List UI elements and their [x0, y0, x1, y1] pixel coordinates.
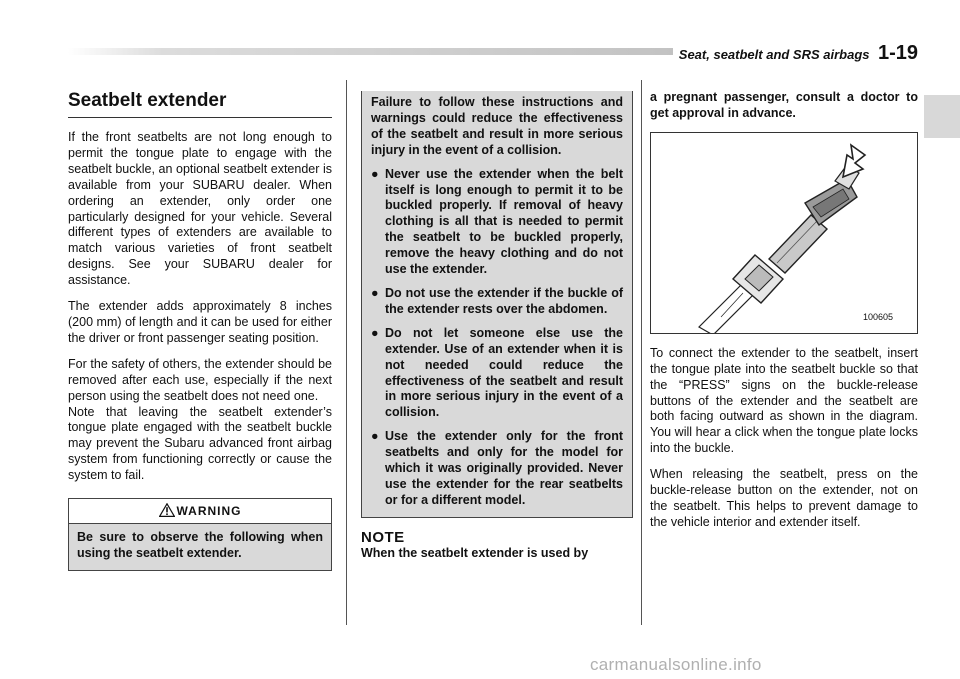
bullet-text: Never use the extender when the belt itself is long enough to permit it to be buckled properly. If removal of heavy clothing is all that is needed to permit the seatbelt to be buckled properly, remove the heavy clothing and do not use the extender.: [385, 166, 623, 277]
seatbelt-extender-illustration: [650, 132, 918, 334]
page-number: 1-19: [877, 42, 918, 64]
paragraph: Note that leaving the seatbelt extender’s tongue plate engaged with the seatbelt buckle may prevent the Subaru advanced front airbag system from functioning correctly or cause the system to fail.: [68, 404, 332, 483]
paragraph: When releasing the seatbelt, press on the buckle-release button on the extender, not on the seatbelt. This helps to prevent damage to the vehicle interior and extender itself.: [650, 467, 918, 529]
figure-code: 100605: [862, 311, 893, 322]
bullet-text: Do not let someone else use the extender. Use of an extender when it is not needed could reduce the effectiveness of the seatbelt and result in more serious injury in the event of a collision.: [385, 325, 623, 420]
note-title: NOTE: [361, 528, 405, 546]
warning-bullet: [371, 286, 623, 318]
column-divider-2: [641, 80, 642, 625]
warning-heading-text: WARNING: [176, 504, 242, 519]
note-continued: a pregnant passenger, consult a doctor to get approval in advance.: [650, 90, 918, 120]
warning-heading: [69, 499, 331, 524]
bullet-icon: ●: [371, 285, 379, 300]
warning-continued-box: [361, 91, 633, 518]
warning-body: Be sure to observe the following when using the seatbelt extender.: [69, 524, 331, 570]
warning-bullet: [371, 167, 623, 278]
paragraph: To connect the extender to the seatbelt, insert the tongue plate into the seatbelt buckle so that the “PRESS” signs on the buckle-release buttons of the extender and the seatbelt are both facing outward as shown in the diagram. You will hear a click when the tongue plate locks into the buckle.: [650, 345, 918, 456]
column-divider-1: [346, 80, 347, 625]
warning-bullet: [371, 429, 623, 509]
section-title: Seatbelt extender: [68, 90, 332, 118]
running-header: [673, 42, 918, 65]
warning-triangle-icon: [159, 503, 175, 517]
paragraph: For the safety of others, the extender should be removed after each use, especially if the next person using the seatbelt does not need one.: [68, 356, 332, 403]
paragraph: The extender adds approximately 8 inches (200 mm) of length and it can be used for either the driver or front passenger seating position.: [68, 299, 332, 345]
warning-box: [68, 498, 332, 571]
watermark: carmanualsonline.info: [590, 655, 762, 674]
note-text: When the seatbelt extender is used by: [361, 545, 589, 560]
bullet-icon: ●: [371, 325, 379, 340]
header-section-title: Seat, seatbelt and SRS airbags: [678, 47, 870, 62]
column-3: [650, 90, 918, 541]
bullet-text: Do not use the extender if the buckle of the extender rests over the abdomen.: [385, 285, 623, 316]
paragraph: If the front seatbelts are not long enough to permit the tongue plate to engage with the seatbelt buckle, an optional seatbelt extender is available from your SUBARU dealer. When ordering an extender, only order one particularly designed for your vehicle. Several different types of extenders are available to match various varieties of front seatbelt designs. See your SUBARU dealer for assistance.: [68, 130, 332, 288]
column-2: [361, 91, 633, 572]
bullet-text: Use the extender only for the front seatbelts and only for the model for which it was originally provided. Never use the extender for the rear seatbelts or for a different model.: [385, 429, 623, 507]
warning-intro: Failure to follow these instructions and warnings could reduce the effectiveness of the seatbelt and result in more serious injury in the event of a collision.: [371, 95, 623, 157]
bullet-icon: ●: [371, 166, 379, 181]
chapter-tab: [924, 95, 960, 138]
seatbelt-buckle-icon: [651, 133, 917, 333]
bullet-icon: ●: [371, 429, 379, 444]
column-1: [68, 90, 332, 571]
warning-bullet: [371, 326, 623, 421]
